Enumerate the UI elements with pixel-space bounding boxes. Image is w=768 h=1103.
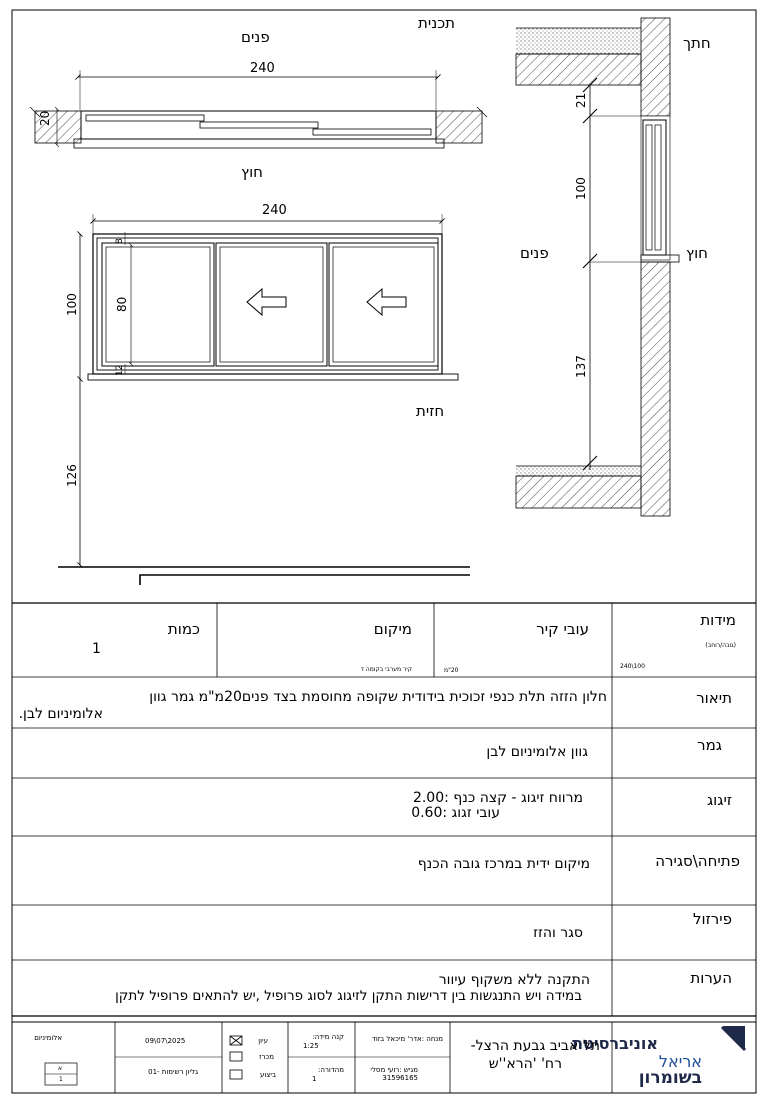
sheet-category: אלומיניום — [34, 1034, 62, 1042]
project-line2: רח' 'הרא''ש — [488, 1056, 562, 1072]
row-value-description-line2: אלומיניום לבן. — [18, 706, 103, 722]
dim-section-below: 137 — [574, 355, 588, 378]
student: מגיש :רועי מסלי 31596165 — [370, 1066, 418, 1082]
slide-arrow-icon — [367, 289, 406, 315]
edition-label: מהדורה: — [318, 1066, 344, 1074]
inside-label-section: פנים — [520, 244, 549, 262]
header-dimensions: מידות — [700, 611, 736, 629]
elevation-view — [58, 214, 470, 585]
row-value-notes-line2: במידה ויש התנגשות בין דרישות התקן לזיגוג לסוג פרופיל ,יש להתאים פרופיל לתקן — [115, 988, 582, 1004]
dim-elev-height: 100 — [65, 293, 79, 316]
plan-title: תכנית — [418, 14, 456, 32]
sheet-name: גליון רשימות -01 — [148, 1068, 198, 1076]
dimensions-sub: (גובה/רוחב) — [705, 642, 736, 649]
elevation-title: חזית — [416, 402, 445, 420]
row-label-notes: הערות — [690, 969, 732, 987]
dim-section-top: 21 — [574, 92, 588, 108]
sheet-code-letter: א — [58, 1065, 63, 1072]
logo-line1: אוניברסיטת — [572, 1034, 658, 1053]
row-value-glazing-line2: עובי זגוג :0.60 — [411, 805, 500, 821]
row-value-description-line1: חלון הזזה תלת כנפי זכוכית בידודית שקופה מחוסמת בצד פנים20מ"מ גמר גוון — [149, 689, 607, 705]
sheet-date: 09\07\2025 — [145, 1037, 186, 1045]
plan-view — [30, 70, 487, 148]
row-value-finish: גוון אלומיניום לבן — [486, 744, 588, 760]
row-label-description: תיאור — [696, 689, 732, 707]
dim-section-height: 100 — [574, 177, 588, 200]
check-box-tender — [230, 1052, 242, 1061]
row-value-opening: מיקום ידית במרכז גובה הכנף — [417, 856, 590, 872]
dim-plan-width: 240 — [250, 61, 275, 76]
row-label-opening: פתיחה\סגירה — [655, 852, 740, 870]
row-value-glazing-line1: מרווח זיגוג - קצה כנף :2.00 — [412, 790, 583, 806]
lecturer: מנחה :אדר' מיכאל בזוד — [372, 1035, 443, 1043]
row-value-notes-line1: התקנה ללא משקוף עיוור — [438, 972, 590, 988]
check-label-review: עיון — [258, 1037, 268, 1045]
header-wall: עובי קיר — [536, 620, 589, 638]
location-value: קיר מערבי בקומה ד — [360, 666, 412, 673]
check-label-execution: ביצוע — [259, 1071, 276, 1079]
section-title: חתך — [683, 34, 711, 52]
section-view — [516, 18, 679, 516]
dim-elev-sill: 126 — [65, 464, 79, 487]
edition-value: 1 — [312, 1075, 317, 1083]
slide-arrow-icon — [247, 289, 286, 315]
inside-label-plan: פנים — [241, 28, 270, 46]
dim-plan-wall: 20 — [38, 110, 52, 126]
dim-elev-top: 8 — [115, 238, 125, 244]
row-label-finish: גמר — [697, 736, 722, 754]
row-value-hardware: סגר והזז — [533, 925, 583, 941]
outside-label-section: חוץ — [686, 244, 708, 262]
logo-line3: בשומרון — [638, 1068, 702, 1088]
scale-label: קנה מידה: — [312, 1033, 344, 1041]
check-box-execution — [230, 1070, 242, 1079]
wall-value: 20"מ — [444, 667, 459, 674]
scale-value: 1:25 — [303, 1042, 319, 1050]
check-label-tender: מכרז — [259, 1053, 274, 1061]
logo-line2: אריאל — [658, 1052, 702, 1071]
outside-label-plan: חוץ — [241, 163, 263, 181]
project-line1: תל אביב גבעת הרצל- — [470, 1038, 600, 1054]
row-label-glazing: זיגוג — [707, 791, 732, 809]
university-logo-icon — [722, 1026, 745, 1050]
dim-elev-glass: 80 — [115, 296, 129, 312]
row-label-hardware: פירזול — [693, 910, 732, 928]
sheet-code-number: 1 — [59, 1076, 63, 1083]
dim-elev-bottom: 12 — [115, 364, 125, 376]
dimensions-value: 240\100 — [620, 663, 645, 670]
quantity-value: 1 — [92, 641, 101, 657]
header-quantity: כמות — [167, 620, 200, 638]
dim-elev-width: 240 — [262, 203, 287, 218]
header-location: מיקום — [373, 620, 412, 638]
